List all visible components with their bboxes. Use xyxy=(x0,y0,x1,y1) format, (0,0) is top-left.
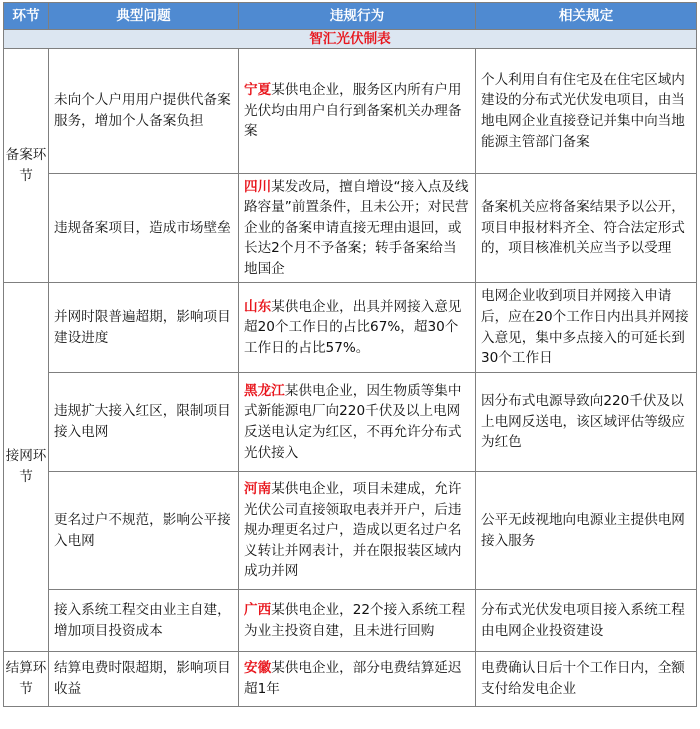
violation-cell xyxy=(239,283,476,373)
problem-cell: 违规备案项目，造成市场壁垒 xyxy=(49,174,239,283)
violation-cell xyxy=(239,373,476,472)
province-name: 河南 xyxy=(244,481,272,498)
violations-table xyxy=(3,2,697,707)
rule-cell: 因分布式电源导致向220千伏及以上电网反送电，该区域评估等级应为红色 xyxy=(476,373,697,472)
rule-cell: 电网企业收到项目并网接入申请后，应在20个工作日内出具并网接入意见，集中多点接入的可延长到30个工作日 xyxy=(476,283,697,373)
stage-grid: 接网环节 xyxy=(4,283,49,652)
violation-cell xyxy=(239,174,476,283)
header-row xyxy=(4,3,697,30)
province-name: 广西 xyxy=(244,601,272,618)
table-row xyxy=(4,472,697,590)
header-stage: 环节 xyxy=(4,3,49,30)
rule-cell: 分布式光伏发电项目接入系统工程由电网企业投资建设 xyxy=(476,590,697,652)
table-row xyxy=(4,652,697,707)
violation-text: 某供电企业，出具并网接入意见超20个工作日的占比67%，超30个工作日的占比57%。 xyxy=(244,298,462,356)
problem-cell: 违规扩大接入红区，限制项目接入电网 xyxy=(49,373,239,472)
table-row xyxy=(4,590,697,652)
violation-text: 某发改局，擅自增设“接入点及线路容量”前置条件，且未公开；对民营企业的备案申请直接无理由退回，或长达2个月不予备案；转手备案给当地国企 xyxy=(244,178,469,277)
violation-text: 某供电企业，部分电费结算延迟超1年 xyxy=(244,660,462,697)
province-name: 山东 xyxy=(244,298,272,315)
violation-cell xyxy=(239,49,476,174)
rule-cell: 电费确认日后十个工作日内，全额支付给发电企业 xyxy=(476,652,697,707)
violation-text: 某供电企业，因生物质等集中式新能源电厂向220千伏及以上电网反送电认定为红区，不再允许分布式光伏接入 xyxy=(244,382,462,461)
rule-cell: 公平无歧视地向电源业主提供电网接入服务 xyxy=(476,472,697,590)
stage-settlement: 结算环节 xyxy=(4,652,49,707)
problem-cell: 接入系统工程交由业主自建，增加项目投资成本 xyxy=(49,590,239,652)
banner-row xyxy=(4,30,697,49)
problem-cell: 更名过户不规范，影响公平接入电网 xyxy=(49,472,239,590)
violation-cell xyxy=(239,472,476,590)
stage-filing: 备案环节 xyxy=(4,49,49,283)
table-row xyxy=(4,283,697,373)
problem-cell: 并网时限普遍超期，影响项目建设进度 xyxy=(49,283,239,373)
province-name: 四川 xyxy=(244,178,272,195)
problem-cell: 未向个人户用用户提供代备案服务，增加个人备案负担 xyxy=(49,49,239,174)
violation-cell xyxy=(239,652,476,707)
province-name: 安徽 xyxy=(244,660,272,677)
header-problem: 典型问题 xyxy=(49,3,239,30)
province-name: 宁夏 xyxy=(244,82,272,99)
table-row xyxy=(4,49,697,174)
rule-cell: 备案机关应将备案结果予以公开，项目申报材料齐全、符合法定形式的，项目核准机关应当予以受理 xyxy=(476,174,697,283)
violation-text: 某供电企业，项目未建成，允许光伏公司直接领取电表并开户，后违规办理更名过户，造成以更名过户名义转让并网表计，并在限报装区域内成功并网 xyxy=(244,481,462,580)
violation-text: 某供电企业，22个接入系统工程为业主投资自建，且未进行回购 xyxy=(244,601,466,639)
header-rule: 相关规定 xyxy=(476,3,697,30)
violation-text: 某供电企业，服务区内所有户用光伏均由用户自行到备案机关办理备案 xyxy=(244,82,462,140)
table-row xyxy=(4,373,697,472)
table-row xyxy=(4,174,697,283)
problem-cell: 结算电费时限超期，影响项目收益 xyxy=(49,652,239,707)
rule-cell: 个人利用自有住宅及在住宅区域内建设的分布式光伏发电项目，由当地电网企业直接登记并集中向当地能源主管部门备案 xyxy=(476,49,697,174)
violation-cell xyxy=(239,590,476,652)
header-violation: 违规行为 xyxy=(239,3,476,30)
province-name: 黑龙江 xyxy=(244,382,285,399)
banner-title: 智汇光伏制表 xyxy=(4,30,697,49)
